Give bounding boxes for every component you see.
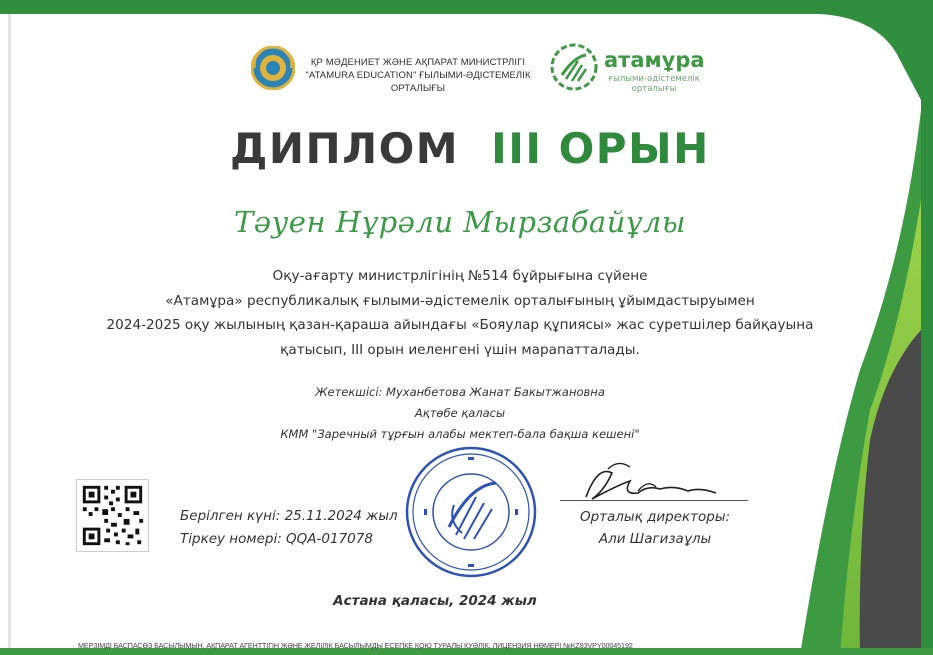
issue-details xyxy=(180,505,398,551)
place-label: III ОРЫН xyxy=(491,124,710,173)
recipient-name: Тәуен Нұрәли Мырзабайұлы xyxy=(233,205,687,239)
ministry-header xyxy=(302,56,534,95)
director-role: Орталық директоры: xyxy=(579,509,731,525)
director-block xyxy=(555,506,755,550)
brand-name: атамұра xyxy=(604,48,705,72)
award-text xyxy=(40,264,880,362)
state-emblem-icon xyxy=(251,46,295,90)
brand-sub-line-2: орталығы xyxy=(631,84,677,94)
ministry-line-1: ҚР МӘДЕНИЕТ ЖӘНЕ АҚПАРАТ МИНИСТРЛІГІ xyxy=(310,57,526,68)
supervisor-block xyxy=(140,382,780,445)
award-line: қатысып, III орын иеленгені үшін марапатталады. xyxy=(280,341,640,358)
city-year: Астана қаласы, 2024 жыл xyxy=(333,593,537,609)
signature-line xyxy=(560,500,748,501)
supervisor-name: Жетекшісі: Муханбетова Жанат Бакытжановна xyxy=(315,385,605,399)
diploma-word: ДИПЛОМ xyxy=(230,124,460,173)
award-line: «Атамұра» республикалық ғылыми-әдістемелік орталығының ұйымдастыруымен xyxy=(165,292,755,309)
brand-subtitle xyxy=(604,74,704,94)
qr-code-icon xyxy=(76,479,149,552)
diploma-title xyxy=(230,124,710,173)
issue-date: Берілген күні: 25.11.2024 жыл xyxy=(180,508,398,524)
director-name: Али Шагизаұлы xyxy=(598,531,712,547)
footer-license-note: МЕРЗІМДІ БАСПАСӨЗ БАСЫЛЫМЫН, АҚПАРАТ АГЕНТТІГІН ЖӘНЕ ЖЕЛІЛІК БАСЫЛЫМДЫ ЕСЕПКЕ ҚОЮ ТУРАЛЫ КУӘЛІК, ЛИЦЕНЗИЯ НӨМЕРІ №KZ83VPY00045192 xyxy=(78,641,633,650)
school-name: КММ "Заречный тұрғын алабы мектеп-бала бақша кешені" xyxy=(280,427,640,441)
award-line: 2024-2025 оқу жылының қазан-қараша айындағы «Бояулар құпиясы» жас суретшілер байқауына xyxy=(106,317,814,333)
atamura-logo-icon xyxy=(548,41,600,93)
ministry-line-2: "ATAMURA EDUCATION" ҒЫЛЫМИ-ӘДІСТЕМЕЛІК ОРТАЛЫҒЫ xyxy=(305,70,531,94)
registration-number: Тіркеу номері: QQA-017078 xyxy=(180,531,373,547)
round-seal-icon xyxy=(404,445,538,579)
brand-sub-line-1: ғылыми-әдістемелік xyxy=(608,74,700,84)
city-name: Ақтөбе қаласы xyxy=(414,406,506,420)
award-line: Оқу-ағарту министрлігінің №514 бұйрығына сүйене xyxy=(272,268,648,284)
